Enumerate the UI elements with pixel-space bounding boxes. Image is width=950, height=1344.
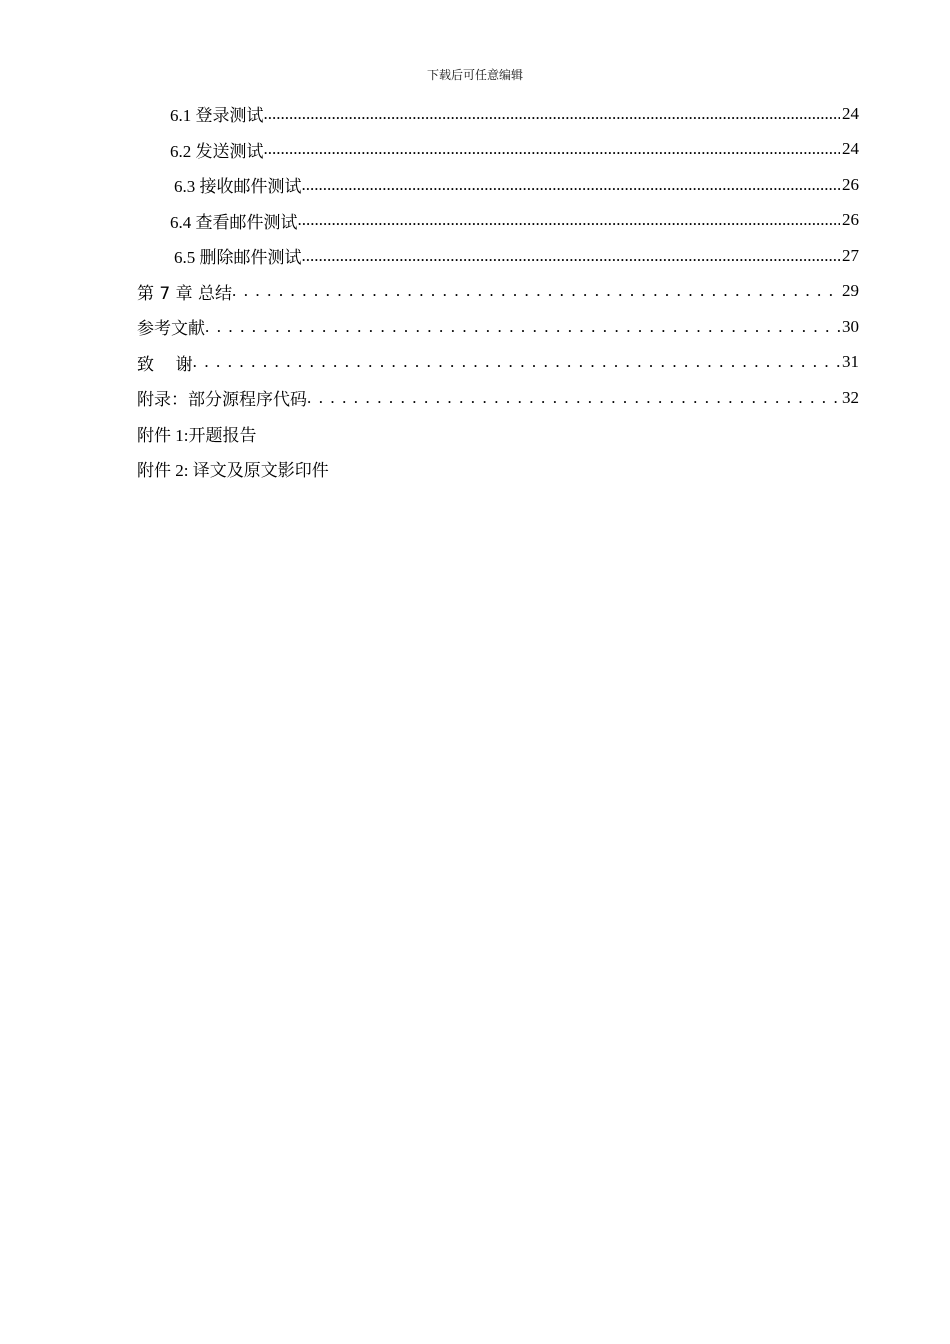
dot-leader <box>302 175 841 195</box>
toc-entry-6-2[interactable] <box>137 132 859 168</box>
table-of-contents <box>137 96 859 487</box>
toc-entry-label: 附件 1:开题报告 <box>137 421 256 446</box>
toc-page-number: 24 <box>842 139 859 159</box>
toc-entry-attachment-2[interactable] <box>137 451 859 487</box>
toc-entry-6-4[interactable] <box>137 203 859 239</box>
toc-entry-label: 6.4 查看邮件测试 <box>170 208 298 233</box>
dot-leader <box>298 210 841 230</box>
toc-entry-label: 6.1 登录测试 <box>170 101 264 126</box>
toc-entry-label: 参考文献 <box>137 314 205 339</box>
toc-page-number: 32 <box>842 387 859 407</box>
toc-entry-attachment-1[interactable] <box>137 416 859 452</box>
toc-entry-chapter-7[interactable] <box>137 274 859 310</box>
toc-entry-label: 6.5 删除邮件测试 <box>174 243 302 268</box>
toc-entry-acknowledgements[interactable] <box>137 345 859 381</box>
toc-entry-appendix[interactable] <box>137 380 859 416</box>
toc-page-number: 31 <box>842 352 859 372</box>
dot-leader <box>264 104 841 124</box>
toc-entry-6-5[interactable] <box>137 238 859 274</box>
toc-entry-6-3[interactable] <box>137 167 859 203</box>
toc-page-number: 29 <box>842 281 859 301</box>
toc-entry-label: 6.2 发送测试 <box>170 137 264 162</box>
toc-entry-label: 第 7 章 总结 <box>137 279 232 304</box>
toc-page-number: 27 <box>842 245 859 265</box>
page-header: 下载后可任意编辑 <box>426 68 523 82</box>
dot-leader <box>205 317 840 337</box>
dot-leader <box>232 281 840 301</box>
toc-page-number: 24 <box>842 103 859 123</box>
toc-entry-label: 6.3 接收邮件测试 <box>174 172 302 197</box>
dot-leader <box>307 388 840 408</box>
toc-page-number: 26 <box>842 174 859 194</box>
toc-entry-label: 致 谢 <box>137 350 193 375</box>
dot-leader <box>193 352 840 372</box>
toc-entry-label: 附件 2: 译文及原文影印件 <box>137 456 329 481</box>
toc-page-number: 30 <box>842 316 859 336</box>
toc-page-number: 26 <box>842 210 859 230</box>
dot-leader <box>302 246 841 266</box>
dot-leader <box>264 139 841 159</box>
toc-entry-references[interactable] <box>137 309 859 345</box>
toc-entry-label: 附录：部分源程序代码 <box>137 385 307 410</box>
toc-entry-6-1[interactable] <box>137 96 859 132</box>
